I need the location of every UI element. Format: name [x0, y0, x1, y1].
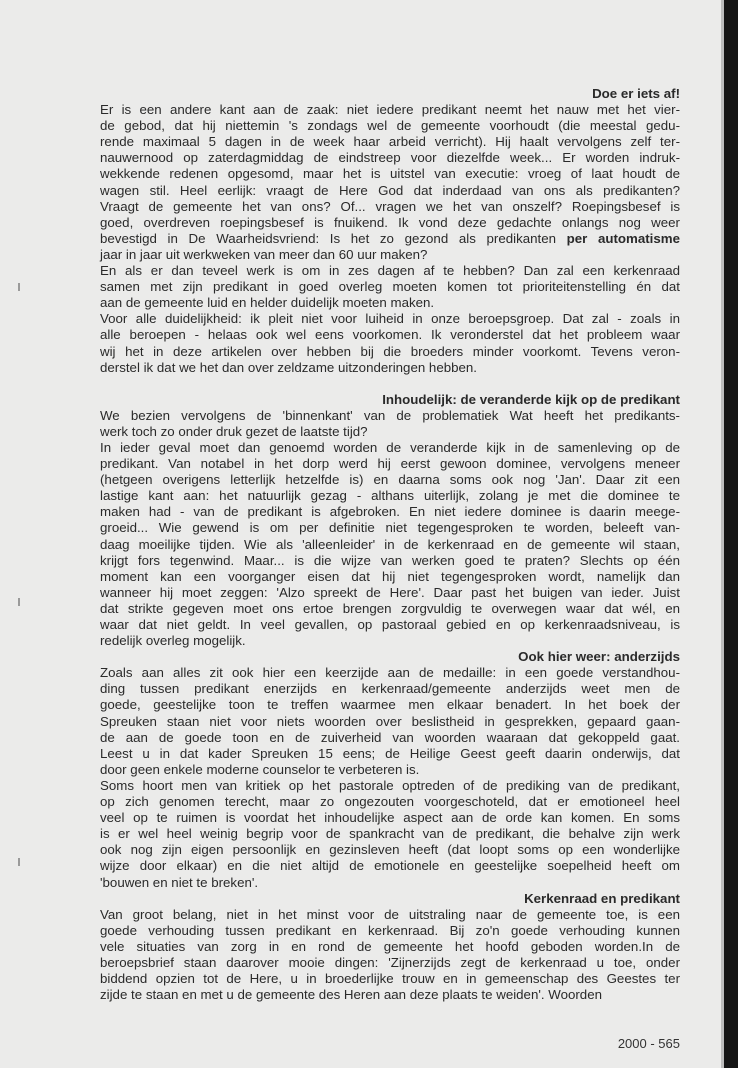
text-line: daag moeilijke tijden. Wie als 'alleenleider' in de kerkenraad en de gemeente wil staan, — [100, 536, 680, 552]
text-line: op zich genomen terecht, maar zo ongezouten voorgeschoteld, dat er emotioneel heel — [100, 794, 680, 810]
text-line: beroepsbrief staan daarover mooie dingen: 'Zijnerzijds zegt de kerkenraad u toe, onder — [100, 954, 680, 970]
text-line: veel op te ruimen is voordat het inhoudelijke aspect aan de orde kan komen. En soms — [100, 810, 680, 826]
page-number: 2000 - 565 — [617, 1036, 680, 1051]
text-line: is er wel heel weinig begrip voor de spankracht van de predikant, die behalve zijn werk — [100, 826, 680, 842]
text-line: de gebod, dat hij niettemin 's zondags wel de gemeente voorhoudt (die meestal gedu- — [100, 118, 680, 134]
text-line: wagen stil. Heel eerlijk: vraagt de Here God dat inderdaad van ons als predikanten? — [100, 182, 680, 198]
text-line: redelijk overleg mogelijk. — [100, 633, 246, 649]
paragraph — [100, 408, 680, 440]
emphasis-text: per automatisme — [566, 230, 680, 246]
text-line: We bezien vervolgens de 'binnenkant' van de problematiek Wat heeft het predikants- — [100, 407, 680, 423]
text-line: groeid... Wie gewend is om per definitie niet tegengesproken te worden, beleeft van- — [100, 520, 680, 536]
paragraph — [100, 102, 680, 263]
paragraph — [100, 778, 680, 891]
text-line: moment kan een voorganger eisen dat hij niet tegengesproken wordt, namelijk dan — [100, 568, 680, 584]
section-spacer — [100, 376, 680, 392]
section-heading: Ook hier weer: anderzijds — [518, 649, 680, 665]
text-line: maken had - van de predikant is afgebroken. En niet iedere dominee is daarin meege- — [100, 504, 680, 520]
paragraph — [100, 311, 680, 375]
text-line: de aan de goede toon en de zuiverheid van woorden waaraan dat gekoppeld gaat. — [100, 729, 680, 745]
text-line: ook nog zijn eigen persoonlijk en gezinsleven heeft (dat loopt soms op een wonderlijke — [100, 842, 680, 858]
text-line: Voor alle duidelijkheid: ik pleit niet voor luiheid in onze beroepsgroep. Dat zal - zoals in — [100, 311, 680, 327]
text-line: Zoals aan alles zit ook hier een keerzijde aan de medaille: in een goede verstandhou- — [100, 665, 680, 681]
binding-hole-mark — [18, 858, 20, 866]
text-line: goed, overdreven roepingsbesef is fnuikend. Ik vond deze gedachte onlangs nog weer — [100, 214, 680, 230]
text-line: zijde te staan en met u de gemeente des Heren aan deze plaats te weiden'. Woorden — [100, 987, 602, 1003]
text-line: Vraagt de gemeente het van ons? Of... vragen we het van onszelf? Roepingsbesef is — [100, 198, 680, 214]
text-line: door geen enkele moderne counselor te verbeteren is. — [100, 761, 420, 777]
text-line: dat strikte gegeven moet ons ertoe brengen zorgvuldig te overwegen waar dat wél, en — [100, 600, 680, 616]
text-line: vele situaties van zorg in en rond de gemeente het hoofd geboden worden.In de — [100, 938, 680, 954]
scan-border — [724, 0, 738, 1068]
text-line: lastige kant aan: het natuurlijk gezag - althans uiterlijk, zolang je met die dominee te — [100, 488, 680, 504]
text-line: In ieder geval moet dan genoemd worden de veranderde kijk in de samenleving op de — [100, 439, 680, 455]
section-heading: Doe er iets af! — [592, 86, 680, 101]
text-line: Er is een andere kant aan de zaak: niet iedere predikant neemt het nauw met het vier- — [100, 102, 680, 118]
text-line: waar dat niet geldt. In veel gevallen, op pastoraal gebied en op kerkenraadsniveau, is — [100, 617, 680, 632]
text-line — [100, 231, 680, 247]
text-line: derstel ik dat we het dan over zeldzame uitzonderingen hebben. — [100, 359, 477, 375]
text-line: goede, geestelijke toon te treffen waarmee men elkaar benadert. In het boek der — [100, 697, 680, 713]
text-line: ding tussen predikant enerzijds en kerkenraad/gemeente anderzijds weet men de — [100, 681, 680, 697]
text-line: krijgt fors tegenwind. Maar... is die wijze van werken goed te praten? Slechts op één — [100, 552, 680, 568]
text-line: goede verhouding tussen predikant en kerkenraad. Bij zo'n goede verhouding kunnen — [100, 922, 680, 938]
text-line: aan de gemeente luid en helder duidelijk moeten maken. — [100, 295, 435, 311]
section-heading: Inhoudelijk: de veranderde kijk op de predikant — [382, 391, 680, 407]
text-line: samen met zijn predikant in goed overleg moeten komen tot prioriteitenstelling én dat — [100, 279, 680, 295]
paragraph — [100, 665, 680, 778]
text-line: predikant. Van notabel in het dorp werd hij eerst gewoon dominee, vervolgens meneer — [100, 456, 680, 472]
text-line: alle beroepen - helaas ook wel eens voorkomen. Ik veronderstel dat het probleem waar — [100, 327, 680, 343]
text-line: Van groot belang, niet in het minst voor de uitstraling naar de gemeente toe, is een — [100, 906, 680, 922]
text-line: wij het in deze artikelen over hebben bij die broeders minder voorkomt. Tevens veron- — [100, 343, 680, 359]
paragraph — [100, 440, 680, 649]
text-line: Spreuken staan niet voor niets woorden over beslistheid in gesprekken, gepaard gaan- — [100, 713, 680, 729]
text-line: biddend opzien tot de Here, u in broederlijke trouw en in gemeenschap des Geestes ter — [100, 971, 680, 987]
text-line: En als er dan teveel werk is om in zes dagen af te hebben? Dan zal een kerkenraad — [100, 263, 680, 279]
binding-hole-mark — [18, 598, 20, 606]
section-heading: Kerkenraad en predikant — [524, 890, 680, 906]
text-line: wekkende redenen opgesomd, maar het is uitstel van executie: vroeg of laat houdt de — [100, 166, 680, 182]
text-line: nauwernood op zaterdagmiddag de eindstreep voor diezelfde week... Er worden indruk- — [100, 150, 680, 166]
text-line: wijze door elkaar) en die niet altijd de emotionele en geestelijke soepelheid heeft om — [100, 858, 680, 874]
text-line: (hetgeen overigens letterlijk hetzelfde is) en daarna soms ook nog 'Jan'. Daar zit een — [100, 472, 680, 488]
article-body — [100, 86, 680, 1003]
paragraph — [100, 263, 680, 311]
text-line: werk toch zo onder druk gezet de laatste tijd? — [100, 423, 368, 439]
text-line: Soms hoort men van kritiek op het pastorale optreden of de prediking van de predikant, — [100, 777, 680, 793]
line-text: bevestigd in De Waarheidsvriend: Is het zo gezond als predikanten — [100, 230, 567, 246]
text-line: 'bouwen en niet te breken'. — [100, 874, 259, 890]
text-line: rende maximaal 5 dagen in de week haar arbeid verricht). Hij haalt vervolgens zelf ter- — [100, 134, 680, 150]
paragraph — [100, 907, 680, 1004]
text-line: jaar in jaar uit werkweken van meer dan 60 uur maken? — [100, 246, 428, 262]
binding-hole-mark — [18, 283, 20, 291]
text-line: Leest u in dat kader Spreuken 15 eens; de Heilige Geest geeft daarin onderwijs, dat — [100, 745, 680, 761]
text-line: wanneer hij moet zeggen: 'Alzo spreekt de Here'. Daar past het buigen van ieder. Juist — [100, 584, 680, 600]
